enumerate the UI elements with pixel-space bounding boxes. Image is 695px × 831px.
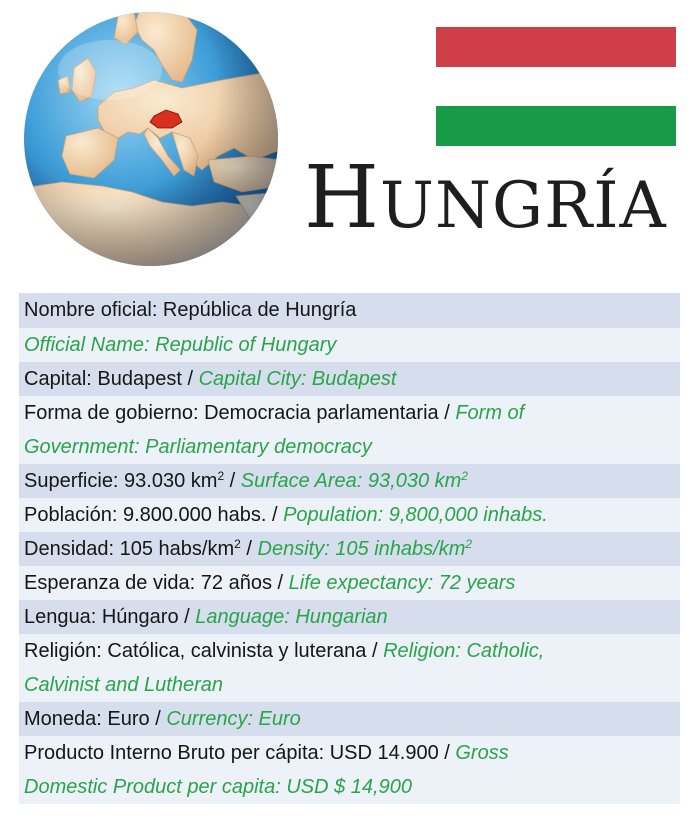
hungary-flag: [436, 27, 676, 146]
currency-en: Currency: Euro: [166, 708, 301, 730]
title-rest: UNGRÍA: [380, 169, 667, 243]
language-en: Language: Hungarian: [195, 606, 388, 628]
density-es: Densidad: 105 habs/km: [24, 538, 235, 560]
capital-es: Capital: Budapest /: [24, 368, 199, 390]
gdp-row: [19, 736, 680, 804]
flag-white-stripe: [436, 67, 676, 107]
density-en: Density: 105 inhabs/km: [257, 538, 466, 560]
life-es: Esperanza de vida: 72 años /: [24, 572, 289, 594]
surface-es: Superficie: 93.030 km: [24, 470, 218, 492]
government-row: [19, 396, 680, 464]
population-row: [19, 498, 680, 532]
density-sep: /: [240, 538, 258, 560]
language-es: Lengua: Húngaro /: [24, 606, 196, 628]
official-name-en: Official Name: Republic of Hungary: [24, 334, 337, 356]
surface-en: Surface Area: 93,030 km: [240, 470, 462, 492]
population-es: Población: 9.800.000 habs. /: [24, 504, 284, 526]
language-row: [19, 600, 680, 634]
government-es: Forma de gobierno: Democracia parlamentaria /: [24, 402, 456, 424]
facts-table: [19, 293, 680, 804]
gdp-en-1: Gross: [455, 742, 509, 764]
religion-en-2: Calvinist and Lutheran: [24, 674, 224, 696]
official-name-es: Nombre oficial: República de Hungría: [24, 299, 357, 321]
surface-en-sup: 2: [461, 469, 468, 483]
title-initial: H: [304, 148, 380, 248]
globe-europe-icon: [22, 10, 280, 268]
flag-green-stripe: [436, 106, 676, 146]
density-es-sup: 2: [234, 537, 241, 551]
life-expectancy-row: [19, 566, 680, 600]
official-name-row: [19, 293, 680, 328]
surface-es-sup: 2: [217, 469, 225, 483]
surface-sep: /: [224, 470, 241, 492]
life-en: Life expectancy: 72 years: [288, 572, 516, 594]
population-en: Population: 9,800,000 inhabs.: [283, 504, 548, 526]
government-en-1: Form of: [455, 402, 525, 424]
density-en-sup: 2: [465, 537, 473, 551]
currency-row: [19, 702, 680, 736]
government-en-2: Government: Parliamentary democracy: [24, 436, 372, 458]
religion-row: [19, 634, 680, 702]
page-title: [304, 148, 684, 248]
flag-red-stripe: [436, 27, 676, 67]
surface-row: [19, 464, 680, 498]
gdp-en-2: Domestic Product per capita: USD $ 14,900: [24, 776, 412, 798]
religion-en-1: Religion: Catholic,: [383, 640, 545, 662]
density-row: [19, 532, 680, 566]
capital-en: Capital City: Budapest: [198, 368, 397, 390]
religion-es: Religión: Católica, calvinista y luterana /: [24, 640, 384, 662]
gdp-es: Producto Interno Bruto per cápita: USD 14.900 /: [24, 742, 456, 764]
header: [0, 0, 695, 292]
capital-row: [19, 362, 680, 396]
currency-es: Moneda: Euro /: [24, 708, 167, 730]
official-name-en-row: [19, 328, 680, 362]
